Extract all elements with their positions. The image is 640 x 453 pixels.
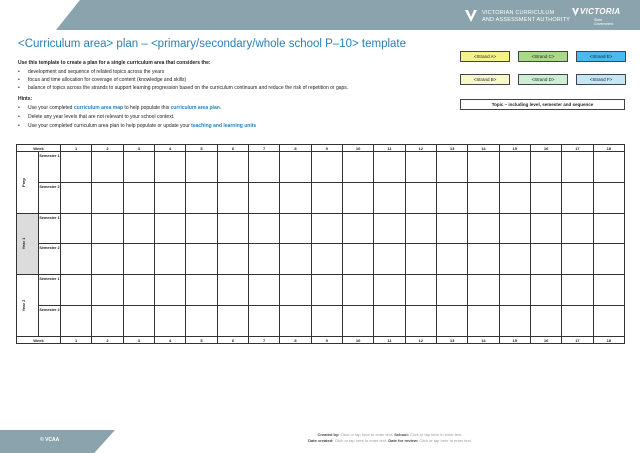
plan-cell[interactable] [468, 306, 499, 337]
date-review-field[interactable]: Click or tap here to enter text. [419, 437, 472, 443]
plan-cell[interactable] [405, 275, 436, 306]
hints-heading: Hints: [18, 96, 33, 102]
plan-cell[interactable] [499, 152, 530, 183]
plan-cell[interactable] [405, 152, 436, 183]
plan-cell[interactable] [61, 152, 92, 183]
school-field[interactable]: Click or tap here to enter text. [410, 432, 463, 437]
plan-cell[interactable] [530, 182, 561, 213]
page-title: <Curriculum area> plan – <primary/secondary/whole school P–10> template [18, 38, 407, 50]
plan-cell[interactable] [61, 182, 92, 213]
plan-cell[interactable] [311, 182, 342, 213]
created-by-field[interactable]: Click or tap here to enter text. [340, 432, 394, 437]
victoria-subtitle: State Government [594, 18, 614, 26]
plan-cell[interactable] [311, 244, 342, 275]
week-number: 7 [248, 337, 279, 344]
week-number: 13 [436, 337, 467, 344]
plan-cell[interactable] [61, 275, 92, 306]
plan-cell[interactable] [217, 244, 248, 275]
list-item: • Delete any year levels that are not relevant to your school context. [18, 113, 256, 122]
semester-label: Semester 1 [39, 152, 61, 183]
plan-cell[interactable] [499, 244, 530, 275]
strand-f-key: <Strand F> [576, 74, 626, 85]
plan-cell[interactable] [593, 275, 624, 306]
plan-cell[interactable] [562, 244, 593, 275]
plan-cell[interactable] [593, 244, 624, 275]
version-label: 2.0 [6, 22, 15, 28]
plan-cell[interactable] [248, 182, 279, 213]
plan-cell[interactable] [436, 244, 467, 275]
week-number: 2 [92, 145, 123, 152]
table-row [17, 152, 625, 183]
plan-cell[interactable] [61, 306, 92, 337]
plan-cell[interactable] [123, 182, 154, 213]
plan-cell[interactable] [468, 244, 499, 275]
curriculum-area-plan-link[interactable]: curriculum area plan [170, 105, 220, 111]
week-number: 10 [342, 337, 373, 344]
plan-cell[interactable] [61, 244, 92, 275]
table-row [17, 306, 625, 337]
plan-cell[interactable] [499, 275, 530, 306]
week-number: 13 [436, 145, 467, 152]
week-number: 16 [530, 145, 561, 152]
plan-cell[interactable] [123, 213, 154, 244]
week-number: 3 [123, 337, 154, 344]
plan-cell[interactable] [436, 306, 467, 337]
plan-cell[interactable] [123, 244, 154, 275]
plan-cell[interactable] [92, 182, 123, 213]
table-row [17, 244, 625, 275]
week-number: 8 [280, 145, 311, 152]
week-footer-label: Week [17, 337, 61, 344]
list-item: • development and sequence of related topics across the years [18, 68, 348, 76]
week-number: 17 [562, 337, 593, 344]
week-number: 6 [217, 145, 248, 152]
year-level-label: Year 1 [17, 213, 39, 275]
plan-cell[interactable] [405, 182, 436, 213]
week-number: 10 [342, 145, 373, 152]
plan-cell[interactable] [374, 244, 405, 275]
plan-cell[interactable] [154, 306, 185, 337]
week-number: 8 [280, 337, 311, 344]
plan-cell[interactable] [280, 244, 311, 275]
week-number: 4 [154, 337, 185, 344]
plan-cell[interactable] [405, 244, 436, 275]
plan-cell[interactable] [154, 275, 185, 306]
list-item: • balance of topics across the strands to support learning progression based on the curriculum continuum and reduce the risk of repetition or gaps. [18, 84, 348, 92]
list-item: • Use your completed curriculum area map to help populate this curriculum area plan. [18, 104, 256, 113]
plan-cell[interactable] [593, 152, 624, 183]
plan-cell[interactable] [436, 152, 467, 183]
week-number: 9 [311, 337, 342, 344]
week-number: 15 [499, 337, 530, 344]
week-number: 1 [61, 337, 92, 344]
plan-cell[interactable] [248, 152, 279, 183]
plan-cell[interactable] [374, 213, 405, 244]
week-number: 18 [593, 145, 624, 152]
list-item: • Use your completed curriculum area plan to help populate or update your teaching and learning units [18, 122, 256, 131]
curriculum-area-map-link[interactable]: curriculum area map [73, 105, 124, 111]
plan-cell[interactable] [374, 182, 405, 213]
plan-cell[interactable] [342, 244, 373, 275]
plan-cell[interactable] [374, 275, 405, 306]
plan-cell[interactable] [280, 213, 311, 244]
plan-cell[interactable] [562, 182, 593, 213]
plan-cell[interactable] [405, 213, 436, 244]
curriculum-plan-table [16, 144, 625, 344]
vcaa-logo [464, 9, 571, 25]
week-number: 4 [154, 145, 185, 152]
strand-b-key: <Strand B> [460, 74, 510, 85]
plan-cell[interactable] [154, 182, 185, 213]
week-number: 5 [186, 337, 217, 344]
vcaa-v-icon [464, 9, 478, 23]
plan-cell[interactable] [311, 152, 342, 183]
plan-cell[interactable] [154, 152, 185, 183]
plan-cell[interactable] [248, 306, 279, 337]
semester-label: Semester 1 [39, 275, 61, 306]
plan-cell[interactable] [499, 213, 530, 244]
plan-cell[interactable] [248, 213, 279, 244]
plan-cell[interactable] [186, 152, 217, 183]
date-created-field[interactable]: Click or tap here to enter text. [334, 437, 388, 443]
plan-cell[interactable] [436, 275, 467, 306]
plan-cell[interactable] [562, 152, 593, 183]
plan-cell[interactable] [499, 306, 530, 337]
vcaa-footer-logo: © VCAA [40, 437, 60, 443]
year-level-label: Prep [17, 152, 39, 214]
plan-cell[interactable] [92, 306, 123, 337]
plan-cell[interactable] [468, 152, 499, 183]
week-number: 12 [405, 337, 436, 344]
vcaa-org-name: VICTORIAN CURRICULUM AND ASSESSMENT AUTHORITY [482, 10, 571, 23]
plan-cell[interactable] [217, 275, 248, 306]
plan-cell[interactable] [342, 213, 373, 244]
plan-cell[interactable] [92, 152, 123, 183]
year-level-label: Year 2 [17, 275, 39, 337]
plan-cell[interactable] [248, 244, 279, 275]
footer-metadata: Created by: Click or tap here to enter text. School: Click or tap here to enter text. Date created: Click or tap here to enter text. Date for review: Click or tap here to enter text. [308, 432, 472, 443]
plan-cell[interactable] [468, 275, 499, 306]
week-number: 18 [593, 337, 624, 344]
week-number: 11 [374, 145, 405, 152]
plan-cell[interactable] [436, 182, 467, 213]
strand-a-key: <Strand A> [460, 51, 510, 62]
plan-cell[interactable] [530, 152, 561, 183]
plan-cell[interactable] [593, 306, 624, 337]
semester-label: Semester 2 [39, 182, 61, 213]
plan-cell[interactable] [530, 213, 561, 244]
plan-cell[interactable] [186, 244, 217, 275]
plan-cell[interactable] [186, 213, 217, 244]
plan-cell[interactable] [280, 182, 311, 213]
plan-cell[interactable] [562, 306, 593, 337]
plan-cell[interactable] [468, 182, 499, 213]
plan-cell[interactable] [186, 275, 217, 306]
week-footer-row [17, 337, 625, 344]
semester-label: Semester 2 [39, 244, 61, 275]
week-number: 9 [311, 145, 342, 152]
plan-cell[interactable] [217, 213, 248, 244]
plan-cell[interactable] [311, 306, 342, 337]
week-number: 3 [123, 145, 154, 152]
plan-cell[interactable] [374, 306, 405, 337]
plan-cell[interactable] [123, 152, 154, 183]
week-number: 5 [186, 145, 217, 152]
plan-cell[interactable] [280, 306, 311, 337]
week-header-label: Week [17, 145, 61, 152]
plan-cell[interactable] [280, 275, 311, 306]
hints-list [18, 104, 256, 131]
plan-cell[interactable] [593, 213, 624, 244]
plan-cell[interactable] [468, 213, 499, 244]
plan-cell[interactable] [92, 213, 123, 244]
week-number: 7 [248, 145, 279, 152]
plan-cell[interactable] [123, 306, 154, 337]
victoria-swoosh-icon [572, 8, 579, 16]
plan-cell[interactable] [61, 213, 92, 244]
week-number: 1 [61, 145, 92, 152]
strand-d-key: <Strand D> [518, 74, 568, 85]
plan-cell[interactable] [311, 213, 342, 244]
list-item: • focus and time allocation for coverage of content (knowledge and skills) [18, 76, 348, 84]
plan-cell[interactable] [405, 306, 436, 337]
plan-cell[interactable] [248, 275, 279, 306]
considerations-list [18, 68, 348, 92]
plan-cell[interactable] [123, 275, 154, 306]
plan-cell[interactable] [374, 152, 405, 183]
plan-cell[interactable] [562, 213, 593, 244]
plan-cell[interactable] [92, 244, 123, 275]
week-number: 15 [499, 145, 530, 152]
week-number: 14 [468, 337, 499, 344]
table-row [17, 213, 625, 244]
week-number: 6 [217, 337, 248, 344]
plan-cell[interactable] [593, 182, 624, 213]
table-row [17, 182, 625, 213]
strand-c-key: <Strand C> [518, 51, 568, 62]
plan-cell[interactable] [92, 275, 123, 306]
plan-cell[interactable] [154, 244, 185, 275]
week-number: 11 [374, 337, 405, 344]
plan-cell[interactable] [499, 182, 530, 213]
victoria-wordmark: VICTORIA [580, 7, 621, 16]
plan-cell[interactable] [562, 275, 593, 306]
semester-label: Semester 2 [39, 306, 61, 337]
week-header-row [17, 145, 625, 152]
plan-cell[interactable] [530, 244, 561, 275]
plan-cell[interactable] [280, 152, 311, 183]
intro-text: Use this template to create a plan for a single curriculum area that considers the: [18, 60, 211, 66]
plan-cell[interactable] [217, 306, 248, 337]
plan-cell[interactable] [217, 182, 248, 213]
week-number: 17 [562, 145, 593, 152]
teaching-learning-units-link[interactable]: teaching and learning units [191, 123, 257, 129]
week-number: 2 [92, 337, 123, 344]
topic-key: Topic – including level, semester and sequence [460, 99, 625, 110]
week-number: 12 [405, 145, 436, 152]
semester-label: Semester 1 [39, 213, 61, 244]
week-number: 14 [468, 145, 499, 152]
table-row [17, 275, 625, 306]
plan-cell[interactable] [154, 213, 185, 244]
strand-e-key: <Strand E> [576, 51, 626, 62]
plan-cell[interactable] [186, 306, 217, 337]
plan-cell[interactable] [342, 275, 373, 306]
plan-cell[interactable] [217, 152, 248, 183]
week-number: 16 [530, 337, 561, 344]
victoria-government-logo [572, 7, 632, 27]
plan-cell[interactable] [186, 182, 217, 213]
plan-cell[interactable] [342, 152, 373, 183]
plan-cell[interactable] [342, 182, 373, 213]
plan-cell[interactable] [530, 275, 561, 306]
plan-cell[interactable] [436, 213, 467, 244]
plan-cell[interactable] [342, 306, 373, 337]
plan-cell[interactable] [311, 275, 342, 306]
plan-cell[interactable] [530, 306, 561, 337]
